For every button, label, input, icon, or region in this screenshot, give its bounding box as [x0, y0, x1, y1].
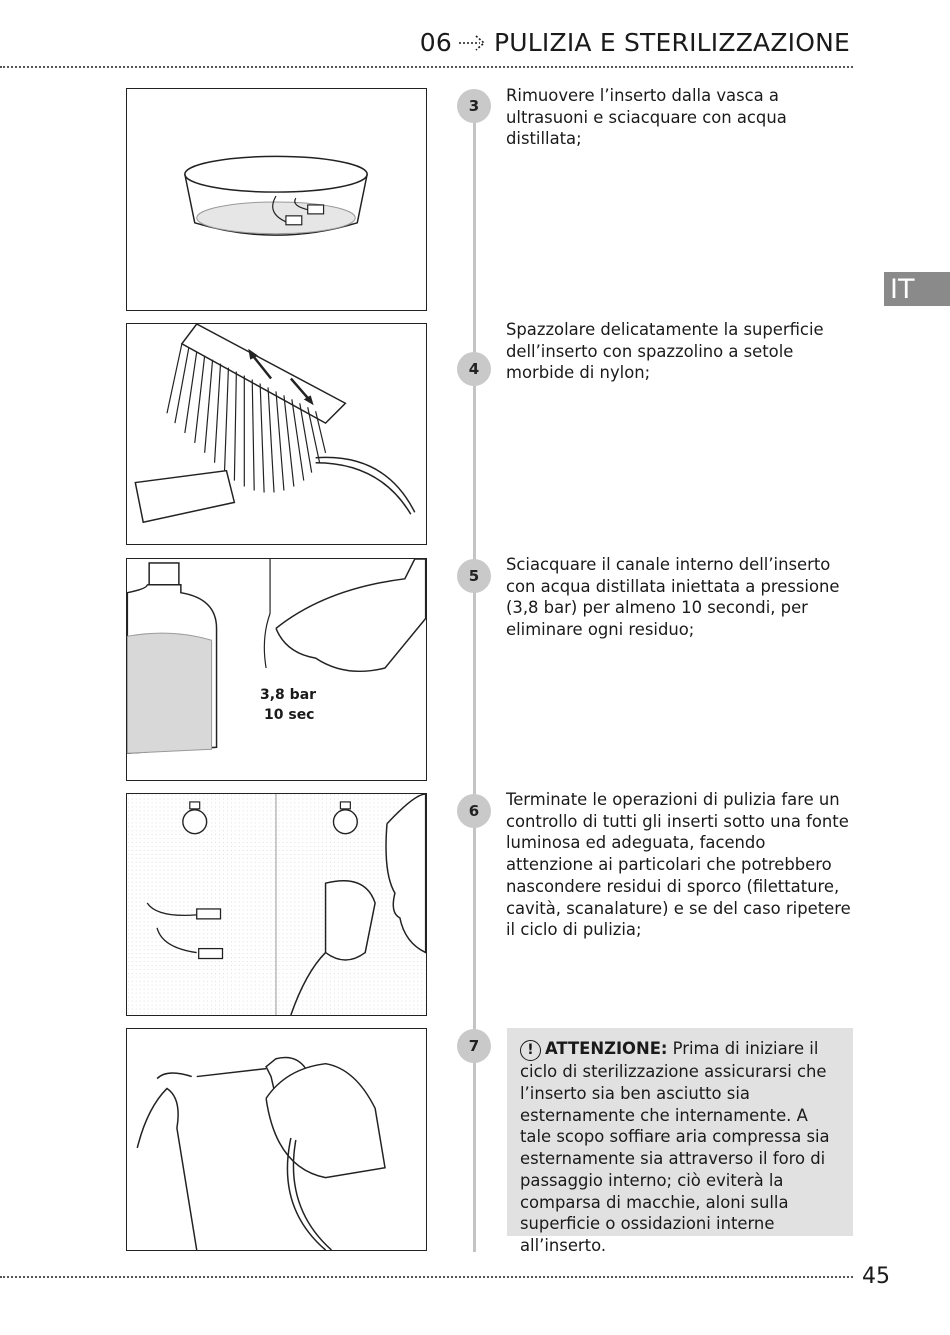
chapter-title: PULIZIA E STERILIZZAZIONE [494, 28, 850, 57]
step-3-text: Rimuovere l’inserto dalla vasca a ultrasuoni e sciacquare con acqua distillata; [506, 86, 787, 149]
language-tab[interactable]: IT [884, 272, 950, 306]
pressure-label: 3,8 bar [260, 687, 317, 703]
page-number: 45 [862, 1264, 890, 1289]
illustration-air-drying [126, 1028, 427, 1251]
header-divider [0, 66, 853, 68]
illustration-rinse-pressure [126, 558, 427, 781]
time-label: 10 sec [264, 707, 315, 723]
warning-label: ATTENZIONE: [545, 1039, 668, 1058]
warning-heading [520, 1038, 667, 1061]
chapter-header [420, 28, 850, 57]
exclamation-circle-icon: ! [520, 1040, 541, 1061]
step-4-text: Spazzolare delicatamente la superficie dell’inserto con spazzolino a setole morbide di nylon; [506, 320, 824, 383]
illustration-brushing [126, 323, 427, 545]
step-7-marker: 7 [457, 1029, 491, 1063]
inspection-drawing [127, 794, 426, 1015]
illustration-ultrasonic-basin [126, 88, 427, 311]
basin-drawing [127, 89, 426, 310]
chapter-arrow-icon [458, 33, 488, 53]
brush-drawing [127, 324, 426, 544]
illustration-light-inspection [126, 793, 427, 1016]
warning-text: Prima di iniziare il ciclo di sterilizzazione assicurarsi che l’inserto sia ben asciutto sia esternamente che internamente. A tale scopo soffiare aria compressa sia esternamente sia attraverso il foro di passaggio interno; ciò eviterà la comparsa di macchie, aloni sulla superficie o ossidazioni interne all’inserto. [520, 1039, 830, 1255]
chapter-number: 06 [419, 28, 453, 57]
step-6-marker: 6 [457, 794, 491, 828]
steps-timeline [473, 92, 476, 1252]
warning-box [507, 1028, 853, 1255]
step-6-text: Terminate le operazioni di pulizia fare un controllo di tutti gli inserti sotto una fonte luminosa ed adeguata, facendo attenzione ai particolari che potrebbero nascondere residui di sporco (filettature, cavità, scanalature) e se del caso ripetere il ciclo di pulizia; [506, 790, 851, 940]
rinse-drawing [127, 559, 426, 780]
step-5-text: Sciacquare il canale interno dell’inserto con acqua distillata iniettata a pressione (3,8 bar) per almeno 10 secondi, per eliminare ogni residuo; [506, 555, 840, 640]
step-4-marker: 4 [457, 352, 491, 386]
step-3-marker: 3 [457, 89, 491, 123]
footer-divider [0, 1276, 853, 1278]
drying-drawing [127, 1029, 426, 1250]
step-5-marker: 5 [457, 559, 491, 593]
